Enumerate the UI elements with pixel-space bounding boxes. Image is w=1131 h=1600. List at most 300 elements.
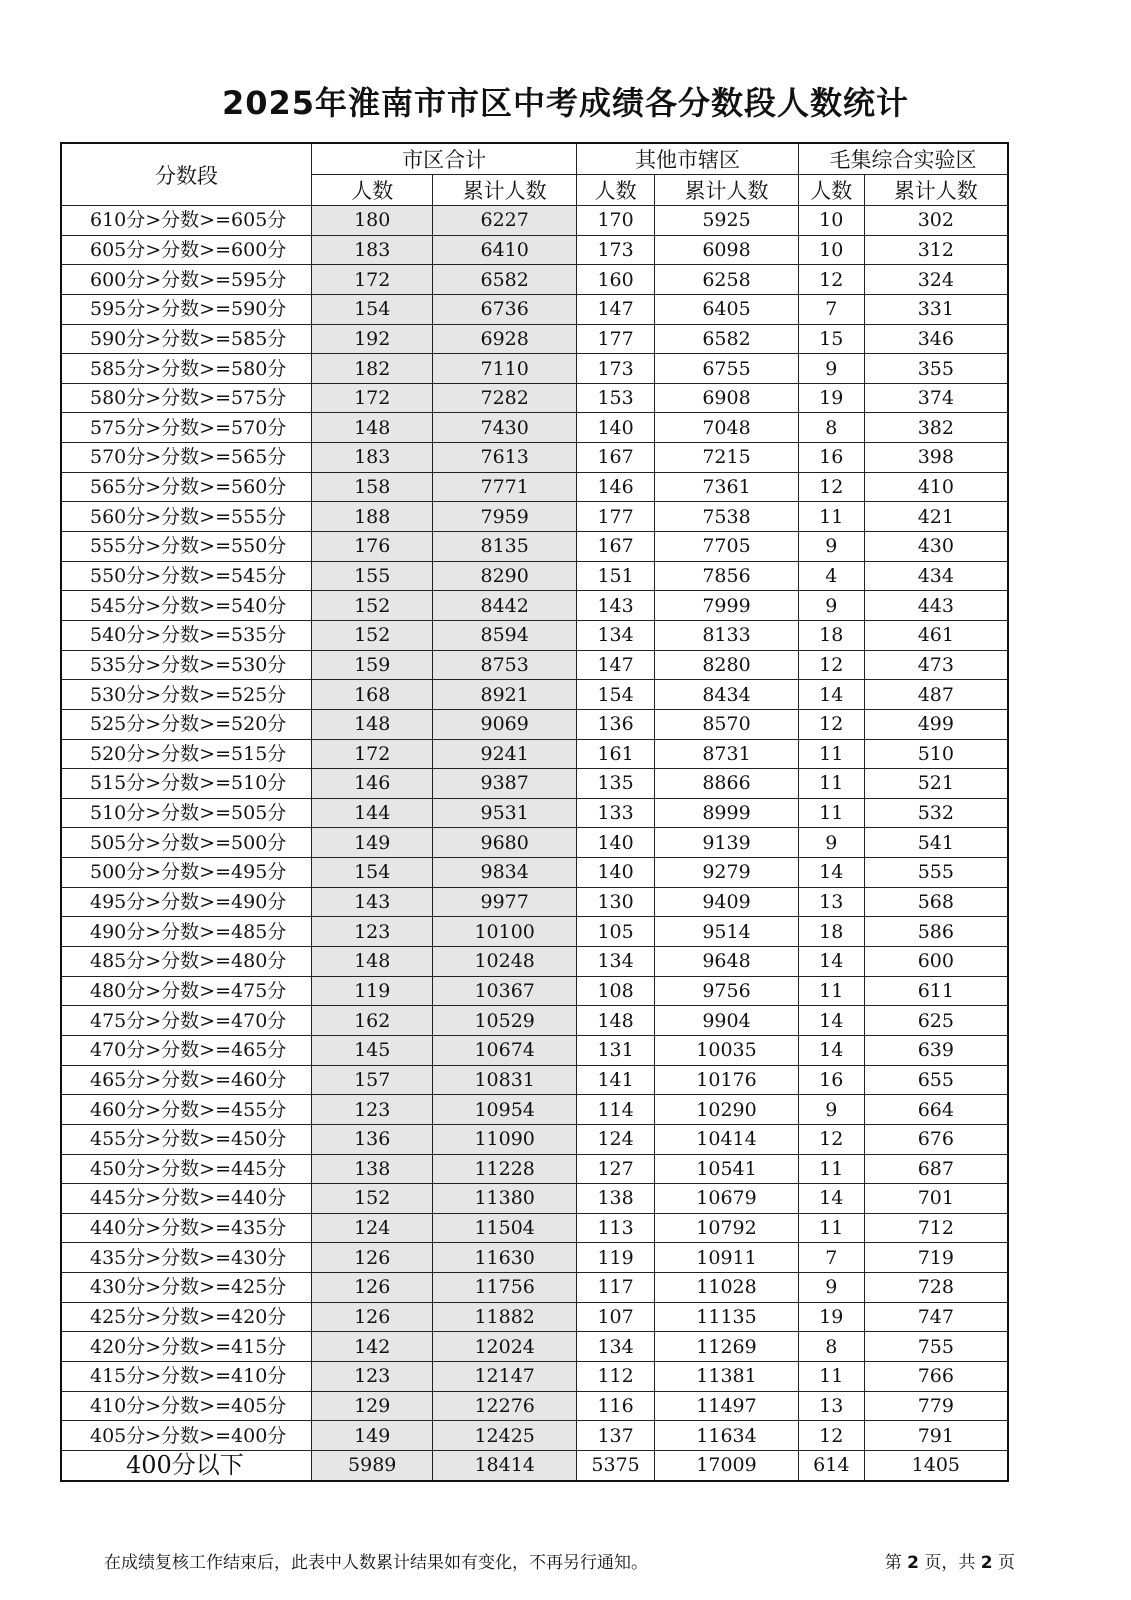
segment-cell: 410分>分数>=405分: [61, 1391, 312, 1421]
table-row: [61, 947, 1008, 977]
segment-cell: 495分>分数>=490分: [61, 887, 312, 917]
other-cumulative-cell: 9409: [655, 887, 799, 917]
segment-cell: 600分>分数>=595分: [61, 265, 312, 295]
segment-cell: 465分>分数>=460分: [61, 1065, 312, 1095]
maoji-count-cell: 19: [798, 1302, 864, 1332]
other-count-cell: 170: [577, 206, 655, 236]
city-count-cell: 158: [312, 472, 433, 502]
table-row: [61, 502, 1008, 532]
other-cumulative-cell: 9648: [655, 947, 799, 977]
table-row: [61, 265, 1008, 295]
table-row: [61, 383, 1008, 413]
city-cumulative-cell: 8135: [433, 532, 577, 562]
maoji-count-cell: 15: [798, 324, 864, 354]
other-cumulative-cell: 7856: [655, 561, 799, 591]
maoji-cumulative-cell: 555: [864, 858, 1008, 888]
maoji-count-cell: 7: [798, 1243, 864, 1273]
other-count-cell: 167: [577, 532, 655, 562]
maoji-cumulative-cell: 701: [864, 1184, 1008, 1214]
maoji-cumulative-cell: 331: [864, 294, 1008, 324]
other-count-cell: 140: [577, 413, 655, 443]
city-cumulative-cell: 9069: [433, 709, 577, 739]
table-row: [61, 798, 1008, 828]
maoji-count-cell: 12: [798, 1421, 864, 1451]
table-row: [61, 1124, 1008, 1154]
city-count-cell: 123: [312, 1361, 433, 1391]
segment-cell: 460分>分数>=455分: [61, 1095, 312, 1125]
segment-header: 分数段: [61, 143, 312, 206]
other-count-cell: 177: [577, 324, 655, 354]
city-count-cell: 123: [312, 917, 433, 947]
other-cumulative-cell: 7215: [655, 443, 799, 473]
city-cumulative-cell: 11504: [433, 1213, 577, 1243]
city-count-cell: 126: [312, 1243, 433, 1273]
maoji-count-cell: 14: [798, 947, 864, 977]
other-count-cell: 173: [577, 354, 655, 384]
other-cumulative-cell: 10541: [655, 1154, 799, 1184]
other-cumulative-cell: 6258: [655, 265, 799, 295]
other-cumulative-cell: 8570: [655, 709, 799, 739]
table-row: [61, 591, 1008, 621]
maoji-count-cell: 11: [798, 1213, 864, 1243]
segment-cell: 500分>分数>=495分: [61, 858, 312, 888]
maoji-count-cell: 7: [798, 294, 864, 324]
other-count-cell: 119: [577, 1243, 655, 1273]
table-row: [61, 828, 1008, 858]
city-count-cell: 180: [312, 206, 433, 236]
segment-cell: 575分>分数>=570分: [61, 413, 312, 443]
maoji-count-cell: 13: [798, 1391, 864, 1421]
city-cumulative-cell: 6410: [433, 235, 577, 265]
city-count-cell: 159: [312, 650, 433, 680]
score-distribution-table: [60, 142, 1009, 1482]
city-count-cell: 182: [312, 354, 433, 384]
maoji-cumulative-cell: 541: [864, 828, 1008, 858]
segment-cell: 440分>分数>=435分: [61, 1213, 312, 1243]
maoji-count-cell: 19: [798, 383, 864, 413]
table-row: [61, 235, 1008, 265]
segment-cell: 455分>分数>=450分: [61, 1124, 312, 1154]
table-row: [61, 1302, 1008, 1332]
other-cumulative-cell: 10414: [655, 1124, 799, 1154]
maoji-cumulative-cell: 443: [864, 591, 1008, 621]
city-count-cell: 129: [312, 1391, 433, 1421]
table-row: [61, 769, 1008, 799]
maoji-count-cell: 8: [798, 1332, 864, 1362]
other-cumulative-cell: 8866: [655, 769, 799, 799]
other-count-cell: 112: [577, 1361, 655, 1391]
other-cumulative-cell: 11269: [655, 1332, 799, 1362]
other-count-cell: 140: [577, 828, 655, 858]
other-count-cell: 137: [577, 1421, 655, 1451]
city-cumulative-cell: 12147: [433, 1361, 577, 1391]
city-cumulative-cell: 8442: [433, 591, 577, 621]
segment-cell: 420分>分数>=415分: [61, 1332, 312, 1362]
segment-cell: 540分>分数>=535分: [61, 620, 312, 650]
city-count-cell: 176: [312, 532, 433, 562]
other-count-cell: 134: [577, 1332, 655, 1362]
table-row: [61, 324, 1008, 354]
maoji-cumulative-cell: 521: [864, 769, 1008, 799]
other-count-cell: 141: [577, 1065, 655, 1095]
other-count-cell: 177: [577, 502, 655, 532]
maoji-cumulative-cell: 747: [864, 1302, 1008, 1332]
table-row: [61, 472, 1008, 502]
page-number: 第 2 页，共 2 页: [884, 1553, 1015, 1573]
city-cumulative-cell: 12276: [433, 1391, 577, 1421]
segment-cell: 565分>分数>=560分: [61, 472, 312, 502]
table-row: [61, 1065, 1008, 1095]
city-count-cell: 183: [312, 443, 433, 473]
city-count-cell: 124: [312, 1213, 433, 1243]
city-count-cell: 144: [312, 798, 433, 828]
other-count-cell: 143: [577, 591, 655, 621]
maoji-cumulative-cell: 312: [864, 235, 1008, 265]
city-count-cell: 152: [312, 620, 433, 650]
city-cumulative-cell: 11380: [433, 1184, 577, 1214]
table-row: [61, 917, 1008, 947]
city-count-cell: 188: [312, 502, 433, 532]
other-cumulative-cell: 7048: [655, 413, 799, 443]
maoji-count-cell: 12: [798, 709, 864, 739]
city-count-cell: 146: [312, 769, 433, 799]
other-cumulative-cell: 9756: [655, 976, 799, 1006]
other-count-cell: 148: [577, 1006, 655, 1036]
segment-cell: 485分>分数>=480分: [61, 947, 312, 977]
other-cumulative-cell: 7361: [655, 472, 799, 502]
city-cumulative-cell: 9834: [433, 858, 577, 888]
maoji-cumulative-cell: 655: [864, 1065, 1008, 1095]
city-cumulative-cell: 18414: [433, 1450, 577, 1480]
other-cumulative-cell: 10679: [655, 1184, 799, 1214]
table-row: [61, 1421, 1008, 1451]
maoji-count-cell: 18: [798, 917, 864, 947]
segment-cell: 400分以下: [61, 1450, 312, 1480]
maoji-count-cell: 11: [798, 1154, 864, 1184]
segment-cell: 435分>分数>=430分: [61, 1243, 312, 1273]
city-cumulative-cell: 7613: [433, 443, 577, 473]
maoji-count-cell: 9: [798, 532, 864, 562]
maoji-count-cell: 10: [798, 235, 864, 265]
other-count-cell: 124: [577, 1124, 655, 1154]
other-cumulative-cell: 6098: [655, 235, 799, 265]
maoji-count-cell: 9: [798, 1273, 864, 1303]
other-count-cell: 114: [577, 1095, 655, 1125]
city-cumulative-cell: 8753: [433, 650, 577, 680]
city-cumulative-cell: 10367: [433, 976, 577, 1006]
other-count-cell: 107: [577, 1302, 655, 1332]
sub-header-count: 人数: [798, 175, 864, 206]
maoji-cumulative-cell: 1405: [864, 1450, 1008, 1480]
segment-cell: 570分>分数>=565分: [61, 443, 312, 473]
city-cumulative-cell: 6227: [433, 206, 577, 236]
maoji-count-cell: 10: [798, 206, 864, 236]
maoji-cumulative-cell: 324: [864, 265, 1008, 295]
maoji-cumulative-cell: 676: [864, 1124, 1008, 1154]
city-count-cell: 152: [312, 1184, 433, 1214]
city-cumulative-cell: 12024: [433, 1332, 577, 1362]
table-row: [61, 1095, 1008, 1125]
maoji-count-cell: 9: [798, 828, 864, 858]
segment-cell: 450分>分数>=445分: [61, 1154, 312, 1184]
maoji-count-cell: 9: [798, 1095, 864, 1125]
maoji-count-cell: 18: [798, 620, 864, 650]
city-cumulative-cell: 7282: [433, 383, 577, 413]
maoji-cumulative-cell: 766: [864, 1361, 1008, 1391]
other-count-cell: 147: [577, 294, 655, 324]
city-count-cell: 126: [312, 1302, 433, 1332]
maoji-count-cell: 14: [798, 1035, 864, 1065]
table-row: [61, 858, 1008, 888]
other-count-cell: 117: [577, 1273, 655, 1303]
city-cumulative-cell: 10674: [433, 1035, 577, 1065]
maoji-cumulative-cell: 302: [864, 206, 1008, 236]
other-count-cell: 138: [577, 1184, 655, 1214]
city-count-cell: 154: [312, 294, 433, 324]
group-header-maoji: 毛集综合实验区: [798, 143, 1008, 175]
segment-cell: 425分>分数>=420分: [61, 1302, 312, 1332]
other-count-cell: 146: [577, 472, 655, 502]
other-count-cell: 5375: [577, 1450, 655, 1480]
city-count-cell: 172: [312, 739, 433, 769]
city-count-cell: 119: [312, 976, 433, 1006]
other-count-cell: 130: [577, 887, 655, 917]
other-count-cell: 113: [577, 1213, 655, 1243]
maoji-cumulative-cell: 461: [864, 620, 1008, 650]
table-row: [61, 739, 1008, 769]
table-row: [61, 1361, 1008, 1391]
segment-cell: 490分>分数>=485分: [61, 917, 312, 947]
maoji-count-cell: 12: [798, 1124, 864, 1154]
table-row: [61, 413, 1008, 443]
table-row: [61, 206, 1008, 236]
other-cumulative-cell: 7705: [655, 532, 799, 562]
maoji-count-cell: 12: [798, 650, 864, 680]
other-count-cell: 140: [577, 858, 655, 888]
other-cumulative-cell: 11497: [655, 1391, 799, 1421]
other-count-cell: 160: [577, 265, 655, 295]
city-cumulative-cell: 10100: [433, 917, 577, 947]
sub-header-cumulative: 累计人数: [864, 175, 1008, 206]
other-cumulative-cell: 6908: [655, 383, 799, 413]
table-row: [61, 561, 1008, 591]
maoji-cumulative-cell: 719: [864, 1243, 1008, 1273]
segment-cell: 445分>分数>=440分: [61, 1184, 312, 1214]
other-cumulative-cell: 11634: [655, 1421, 799, 1451]
maoji-count-cell: 14: [798, 680, 864, 710]
table-row: [61, 620, 1008, 650]
table-row: [61, 1243, 1008, 1273]
table-row: [61, 443, 1008, 473]
maoji-count-cell: 11: [798, 739, 864, 769]
segment-cell: 595分>分数>=590分: [61, 294, 312, 324]
city-count-cell: 168: [312, 680, 433, 710]
city-cumulative-cell: 10831: [433, 1065, 577, 1095]
maoji-count-cell: 11: [798, 976, 864, 1006]
city-cumulative-cell: 11090: [433, 1124, 577, 1154]
other-count-cell: 135: [577, 769, 655, 799]
table-row: [61, 1184, 1008, 1214]
table-row: [61, 1213, 1008, 1243]
other-cumulative-cell: 11028: [655, 1273, 799, 1303]
other-count-cell: 161: [577, 739, 655, 769]
table-row: [61, 1391, 1008, 1421]
segment-cell: 510分>分数>=505分: [61, 798, 312, 828]
other-cumulative-cell: 5925: [655, 206, 799, 236]
city-cumulative-cell: 9387: [433, 769, 577, 799]
table-row: [61, 1154, 1008, 1184]
table-row: [61, 1332, 1008, 1362]
city-cumulative-cell: 8594: [433, 620, 577, 650]
other-cumulative-cell: 6582: [655, 324, 799, 354]
segment-cell: 505分>分数>=500分: [61, 828, 312, 858]
city-count-cell: 149: [312, 1421, 433, 1451]
other-count-cell: 153: [577, 383, 655, 413]
table-row: [61, 1450, 1008, 1480]
maoji-cumulative-cell: 382: [864, 413, 1008, 443]
maoji-cumulative-cell: 755: [864, 1332, 1008, 1362]
other-cumulative-cell: 6405: [655, 294, 799, 324]
maoji-cumulative-cell: 791: [864, 1421, 1008, 1451]
city-cumulative-cell: 10248: [433, 947, 577, 977]
city-cumulative-cell: 10954: [433, 1095, 577, 1125]
sub-header-cumulative: 累计人数: [655, 175, 799, 206]
other-count-cell: 151: [577, 561, 655, 591]
segment-cell: 550分>分数>=545分: [61, 561, 312, 591]
segment-cell: 535分>分数>=530分: [61, 650, 312, 680]
city-cumulative-cell: 8290: [433, 561, 577, 591]
sub-header-count: 人数: [312, 175, 433, 206]
city-count-cell: 142: [312, 1332, 433, 1362]
city-count-cell: 123: [312, 1095, 433, 1125]
other-cumulative-cell: 9514: [655, 917, 799, 947]
other-count-cell: 127: [577, 1154, 655, 1184]
maoji-cumulative-cell: 532: [864, 798, 1008, 828]
segment-cell: 610分>分数>=605分: [61, 206, 312, 236]
city-cumulative-cell: 7959: [433, 502, 577, 532]
other-cumulative-cell: 6755: [655, 354, 799, 384]
city-count-cell: 155: [312, 561, 433, 591]
other-count-cell: 136: [577, 709, 655, 739]
city-count-cell: 148: [312, 947, 433, 977]
city-cumulative-cell: 9241: [433, 739, 577, 769]
table-row: [61, 354, 1008, 384]
table-row: [61, 887, 1008, 917]
maoji-cumulative-cell: 374: [864, 383, 1008, 413]
table-row: [61, 650, 1008, 680]
city-count-cell: 149: [312, 828, 433, 858]
city-cumulative-cell: 11228: [433, 1154, 577, 1184]
maoji-cumulative-cell: 568: [864, 887, 1008, 917]
other-count-cell: 131: [577, 1035, 655, 1065]
maoji-count-cell: 16: [798, 1065, 864, 1095]
other-cumulative-cell: 8999: [655, 798, 799, 828]
segment-cell: 405分>分数>=400分: [61, 1421, 312, 1451]
segment-cell: 520分>分数>=515分: [61, 739, 312, 769]
city-count-cell: 172: [312, 265, 433, 295]
maoji-count-cell: 14: [798, 858, 864, 888]
maoji-cumulative-cell: 346: [864, 324, 1008, 354]
sub-header-cumulative: 累计人数: [433, 175, 577, 206]
maoji-cumulative-cell: 779: [864, 1391, 1008, 1421]
segment-cell: 530分>分数>=525分: [61, 680, 312, 710]
segment-cell: 430分>分数>=425分: [61, 1273, 312, 1303]
sub-header-count: 人数: [577, 175, 655, 206]
other-cumulative-cell: 8434: [655, 680, 799, 710]
city-count-cell: 148: [312, 413, 433, 443]
segment-cell: 585分>分数>=580分: [61, 354, 312, 384]
group-header-other-districts: 其他市辖区: [577, 143, 799, 175]
segment-cell: 555分>分数>=550分: [61, 532, 312, 562]
city-cumulative-cell: 11630: [433, 1243, 577, 1273]
table-row: [61, 532, 1008, 562]
maoji-cumulative-cell: 712: [864, 1213, 1008, 1243]
other-count-cell: 134: [577, 620, 655, 650]
city-count-cell: 162: [312, 1006, 433, 1036]
segment-cell: 590分>分数>=585分: [61, 324, 312, 354]
other-cumulative-cell: 9279: [655, 858, 799, 888]
table-row: [61, 1035, 1008, 1065]
city-count-cell: 172: [312, 383, 433, 413]
segment-cell: 580分>分数>=575分: [61, 383, 312, 413]
other-cumulative-cell: 10792: [655, 1213, 799, 1243]
maoji-cumulative-cell: 421: [864, 502, 1008, 532]
city-count-cell: 154: [312, 858, 433, 888]
other-cumulative-cell: 10911: [655, 1243, 799, 1273]
city-cumulative-cell: 9680: [433, 828, 577, 858]
maoji-cumulative-cell: 639: [864, 1035, 1008, 1065]
maoji-cumulative-cell: 473: [864, 650, 1008, 680]
maoji-cumulative-cell: 355: [864, 354, 1008, 384]
maoji-cumulative-cell: 499: [864, 709, 1008, 739]
city-count-cell: 143: [312, 887, 433, 917]
segment-cell: 515分>分数>=510分: [61, 769, 312, 799]
city-cumulative-cell: 6736: [433, 294, 577, 324]
maoji-count-cell: 11: [798, 798, 864, 828]
city-count-cell: 157: [312, 1065, 433, 1095]
city-cumulative-cell: 8921: [433, 680, 577, 710]
city-count-cell: 183: [312, 235, 433, 265]
maoji-cumulative-cell: 586: [864, 917, 1008, 947]
other-cumulative-cell: 7538: [655, 502, 799, 532]
other-cumulative-cell: 8731: [655, 739, 799, 769]
maoji-count-cell: 11: [798, 769, 864, 799]
maoji-cumulative-cell: 398: [864, 443, 1008, 473]
city-cumulative-cell: 7110: [433, 354, 577, 384]
segment-cell: 415分>分数>=410分: [61, 1361, 312, 1391]
table-row: [61, 1006, 1008, 1036]
other-cumulative-cell: 10290: [655, 1095, 799, 1125]
segment-cell: 560分>分数>=555分: [61, 502, 312, 532]
other-cumulative-cell: 10176: [655, 1065, 799, 1095]
other-cumulative-cell: 8133: [655, 620, 799, 650]
other-count-cell: 133: [577, 798, 655, 828]
maoji-cumulative-cell: 687: [864, 1154, 1008, 1184]
maoji-cumulative-cell: 410: [864, 472, 1008, 502]
maoji-cumulative-cell: 600: [864, 947, 1008, 977]
segment-cell: 470分>分数>=465分: [61, 1035, 312, 1065]
city-count-cell: 192: [312, 324, 433, 354]
maoji-count-cell: 12: [798, 472, 864, 502]
maoji-cumulative-cell: 487: [864, 680, 1008, 710]
maoji-cumulative-cell: 728: [864, 1273, 1008, 1303]
maoji-cumulative-cell: 430: [864, 532, 1008, 562]
other-cumulative-cell: 10035: [655, 1035, 799, 1065]
city-cumulative-cell: 9977: [433, 887, 577, 917]
maoji-count-cell: 12: [798, 265, 864, 295]
city-cumulative-cell: 7771: [433, 472, 577, 502]
other-cumulative-cell: 17009: [655, 1450, 799, 1480]
